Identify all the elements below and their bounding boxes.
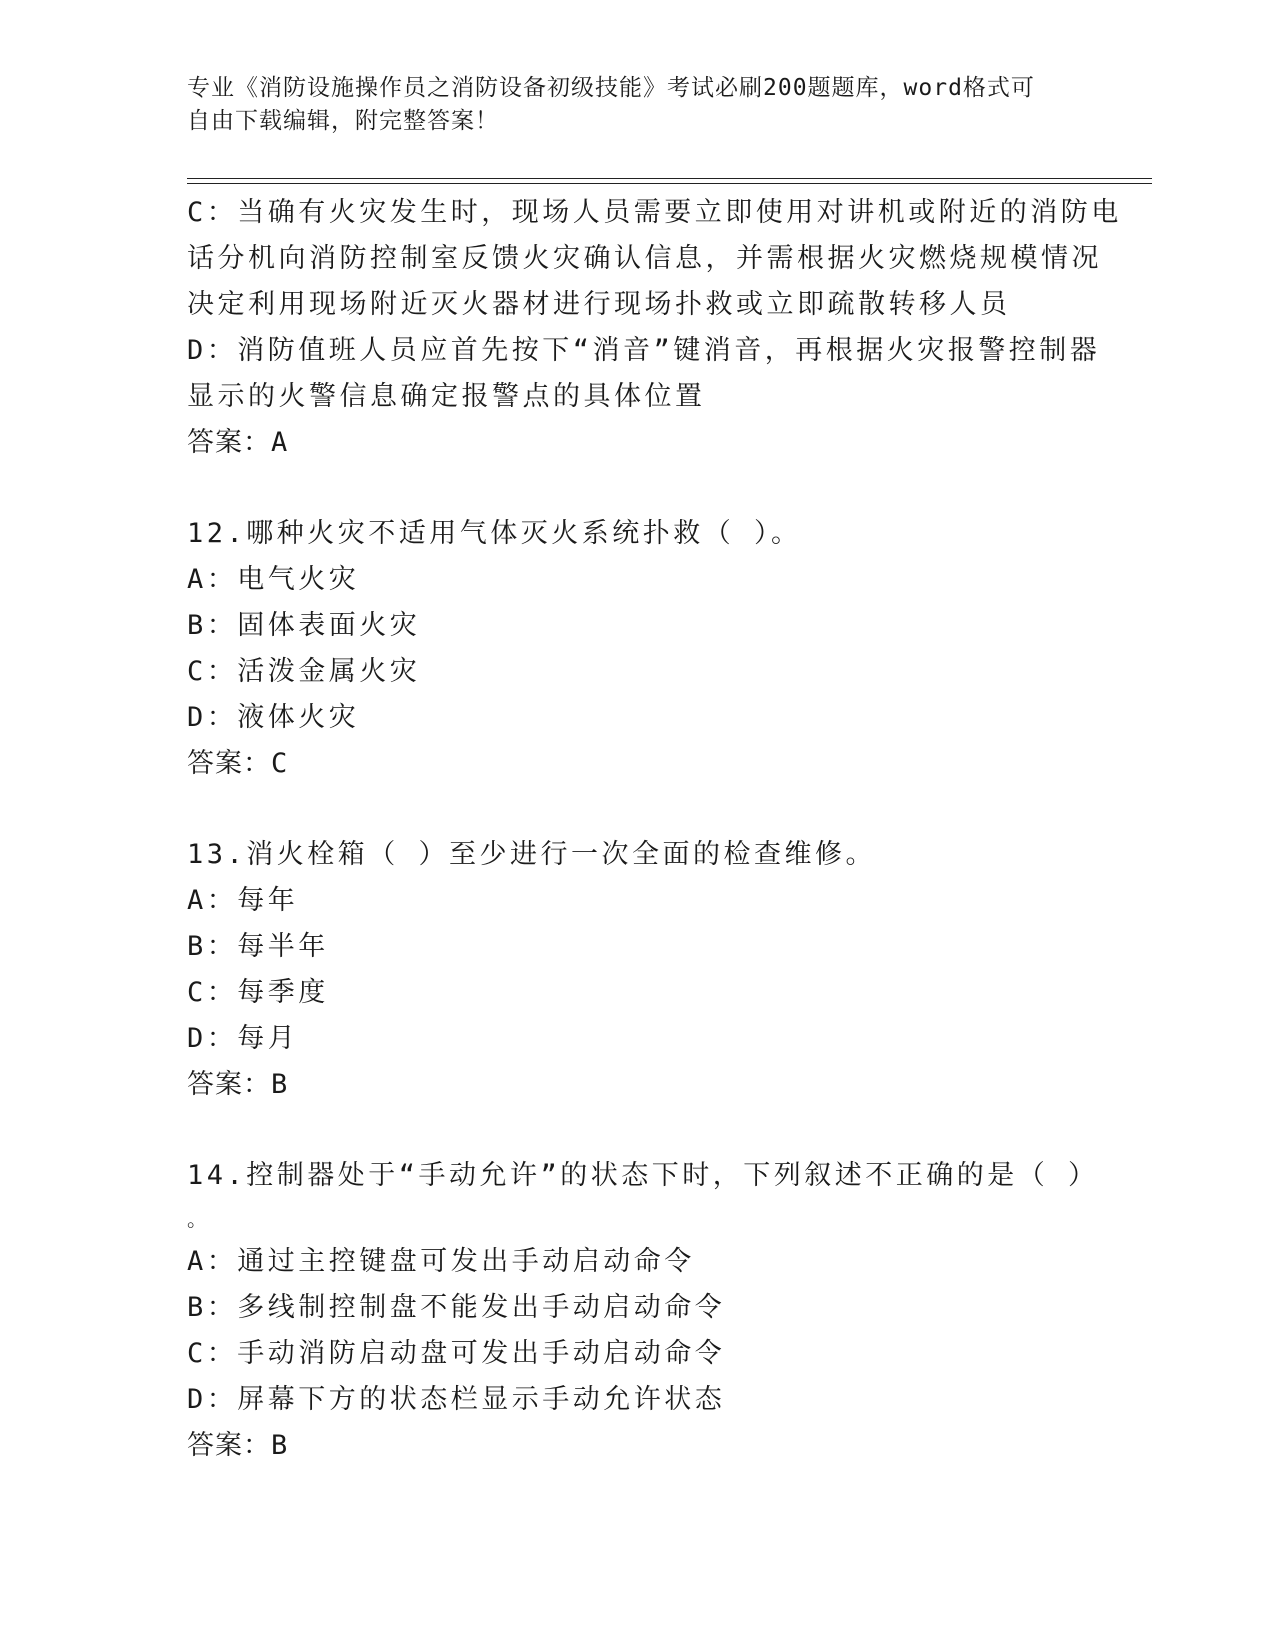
option-b: B：多线制控制盘不能发出手动启动命令 [187,1292,726,1323]
question-11-continuation [187,190,1122,466]
header-title-line-2: 自由下载编辑，附完整答案！ [187,108,499,134]
option-d-line-2: 显示的火警信息确定报警点的具体位置 [187,381,706,412]
answer-line: 答案：C [187,748,289,779]
option-b: B：固体表面火灾 [187,610,421,641]
question-13 [187,832,1067,1108]
spacer [187,1108,1067,1153]
question-stem: 13.消火栓箱（ ）至少进行一次全面的检查维修。 [187,839,877,870]
answer-line: 答案：A [187,427,289,458]
option-a: A：每年 [187,885,299,916]
option-c-line-2: 话分机向消防控制室反馈火灾确认信息，并需根据火灾燃烧规模情况 [187,243,1102,274]
option-d: D：每月 [187,1023,299,1054]
option-c: C：活泼金属火灾 [187,656,421,687]
option-c-line-1: C：当确有火灾发生时，现场人员需要立即使用对讲机或附近的消防电 [187,197,1122,228]
option-c-line-3: 决定利用现场附近灭火器材进行现场扑救或立即疏散转移人员 [187,289,1011,320]
question-14 [187,1153,1099,1469]
header-divider-bottom [187,183,1152,184]
option-d: D：屏幕下方的状态栏显示手动允许状态 [187,1384,726,1415]
question-12 [187,511,1067,787]
header-divider-top [187,178,1152,179]
document-body [187,190,1122,1469]
header-title-line-1: 专业《消防设施操作员之消防设备初级技能》考试必刷200题题库，word格式可 [187,75,1035,101]
question-stem-continuation: 。 [187,1207,211,1231]
question-stem: 12.哪种火灾不适用气体灭火系统扑救（ ）。 [187,518,802,549]
option-d: D：液体火灾 [187,702,360,733]
spacer [187,466,1067,511]
option-a: A：电气火灾 [187,564,360,595]
option-d-line-1: D：消防值班人员应首先按下“消音”键消音，再根据火灾报警控制器 [187,335,1101,366]
option-b: B：每半年 [187,931,329,962]
document-header [187,72,1067,138]
spacer [187,787,1067,832]
question-stem: 14.控制器处于“手动允许”的状态下时，下列叙述不正确的是（ ） [187,1160,1099,1191]
answer-line: 答案：B [187,1069,289,1100]
option-a: A：通过主控键盘可发出手动启动命令 [187,1246,695,1277]
option-c: C：手动消防启动盘可发出手动启动命令 [187,1338,726,1369]
answer-line: 答案：B [187,1430,289,1461]
option-c: C：每季度 [187,977,329,1008]
